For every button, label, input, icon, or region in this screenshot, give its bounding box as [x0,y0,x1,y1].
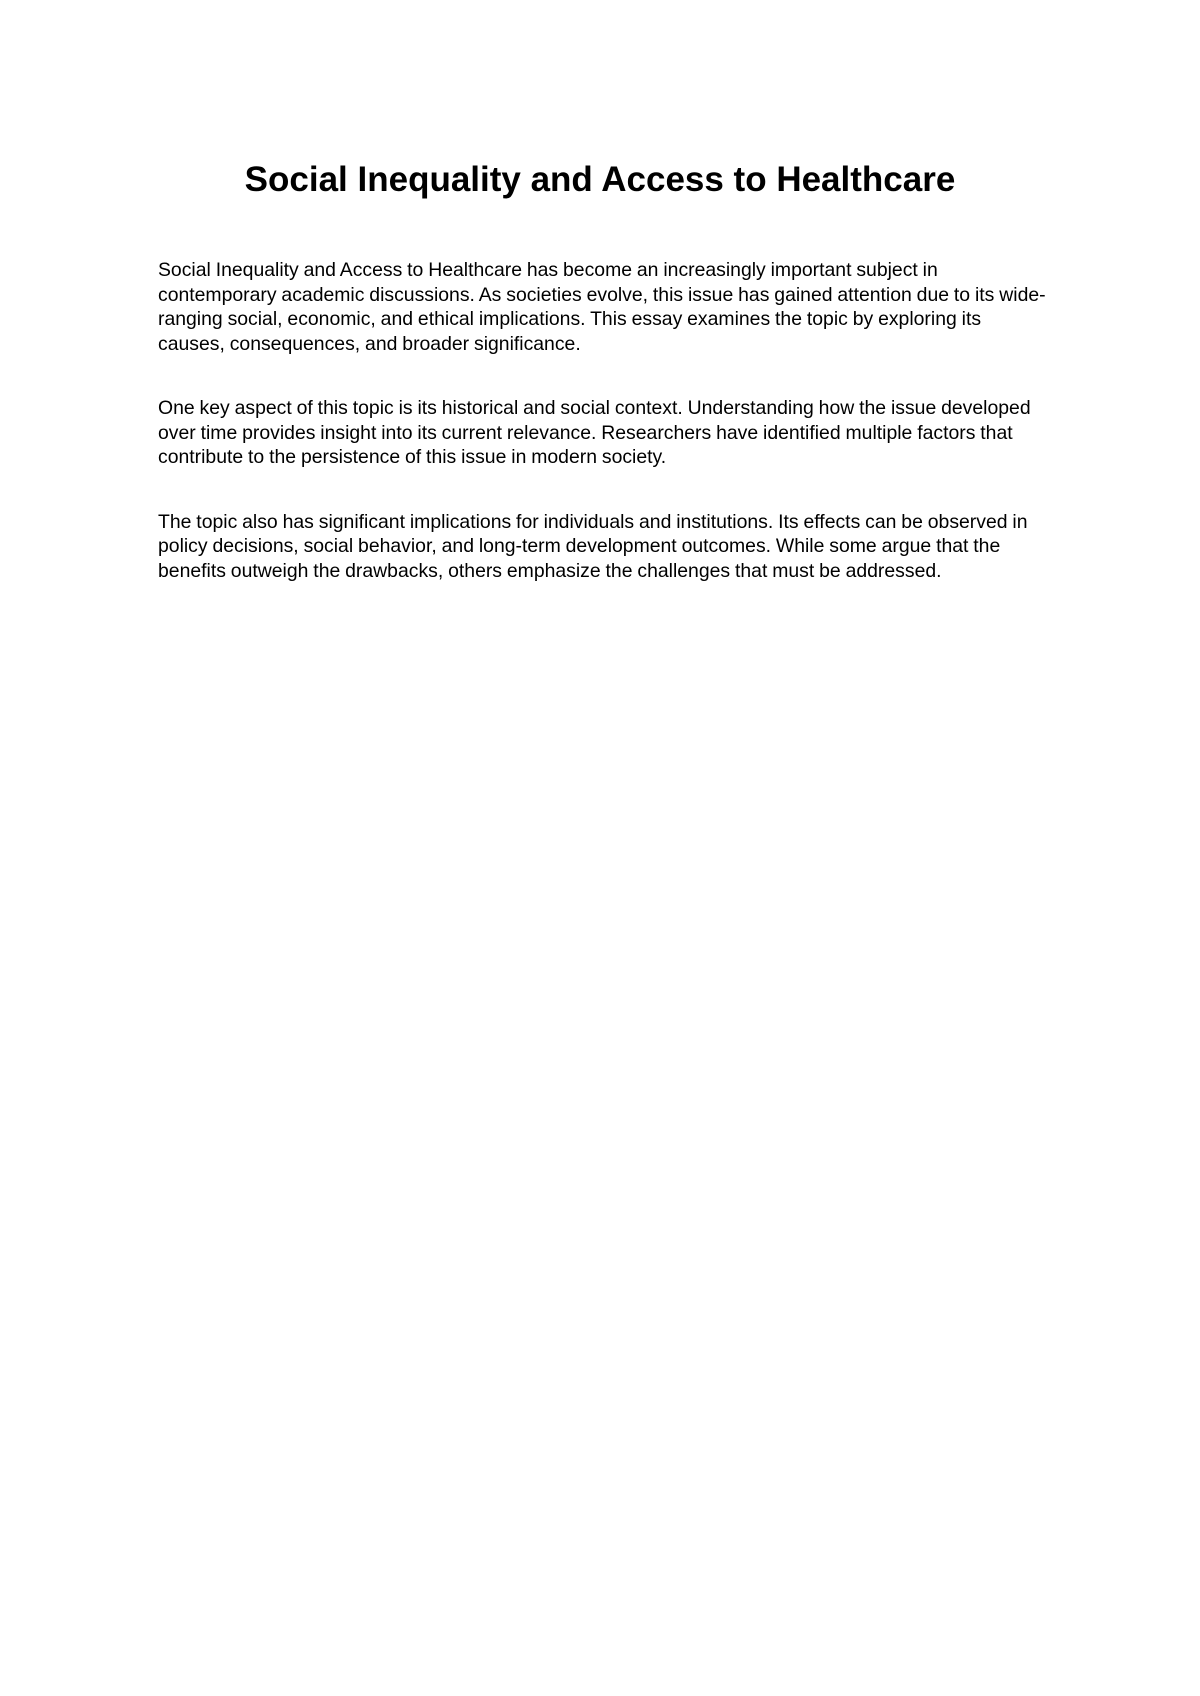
paragraph-1: Social Inequality and Access to Healthcare has become an increasingly important subject in contemporary academic discussions. As societies evolve, this issue has gained attention due to its wide-ranging social, economic, and ethical implications. This essay examines the topic by exploring its causes, consequences, and broader significance. [158,259,1046,355]
paragraph-3: The topic also has significant implications for individuals and institutions. Its effects can be observed in policy decisions, social behavior, and long-term development outcomes. While some argue that the benefits outweigh the drawbacks, others emphasize the challenges that must be addressed. [158,510,1028,582]
document-body [158,258,1050,623]
document-title: Social Inequality and Access to Healthcare [244,160,956,199]
paragraph-2: One key aspect of this topic is its historical and social context. Understanding how the issue developed over time provides insight into its current relevance. Researchers have identified multiple factors that contribute to the persistence of this issue in modern society. [158,397,1031,468]
